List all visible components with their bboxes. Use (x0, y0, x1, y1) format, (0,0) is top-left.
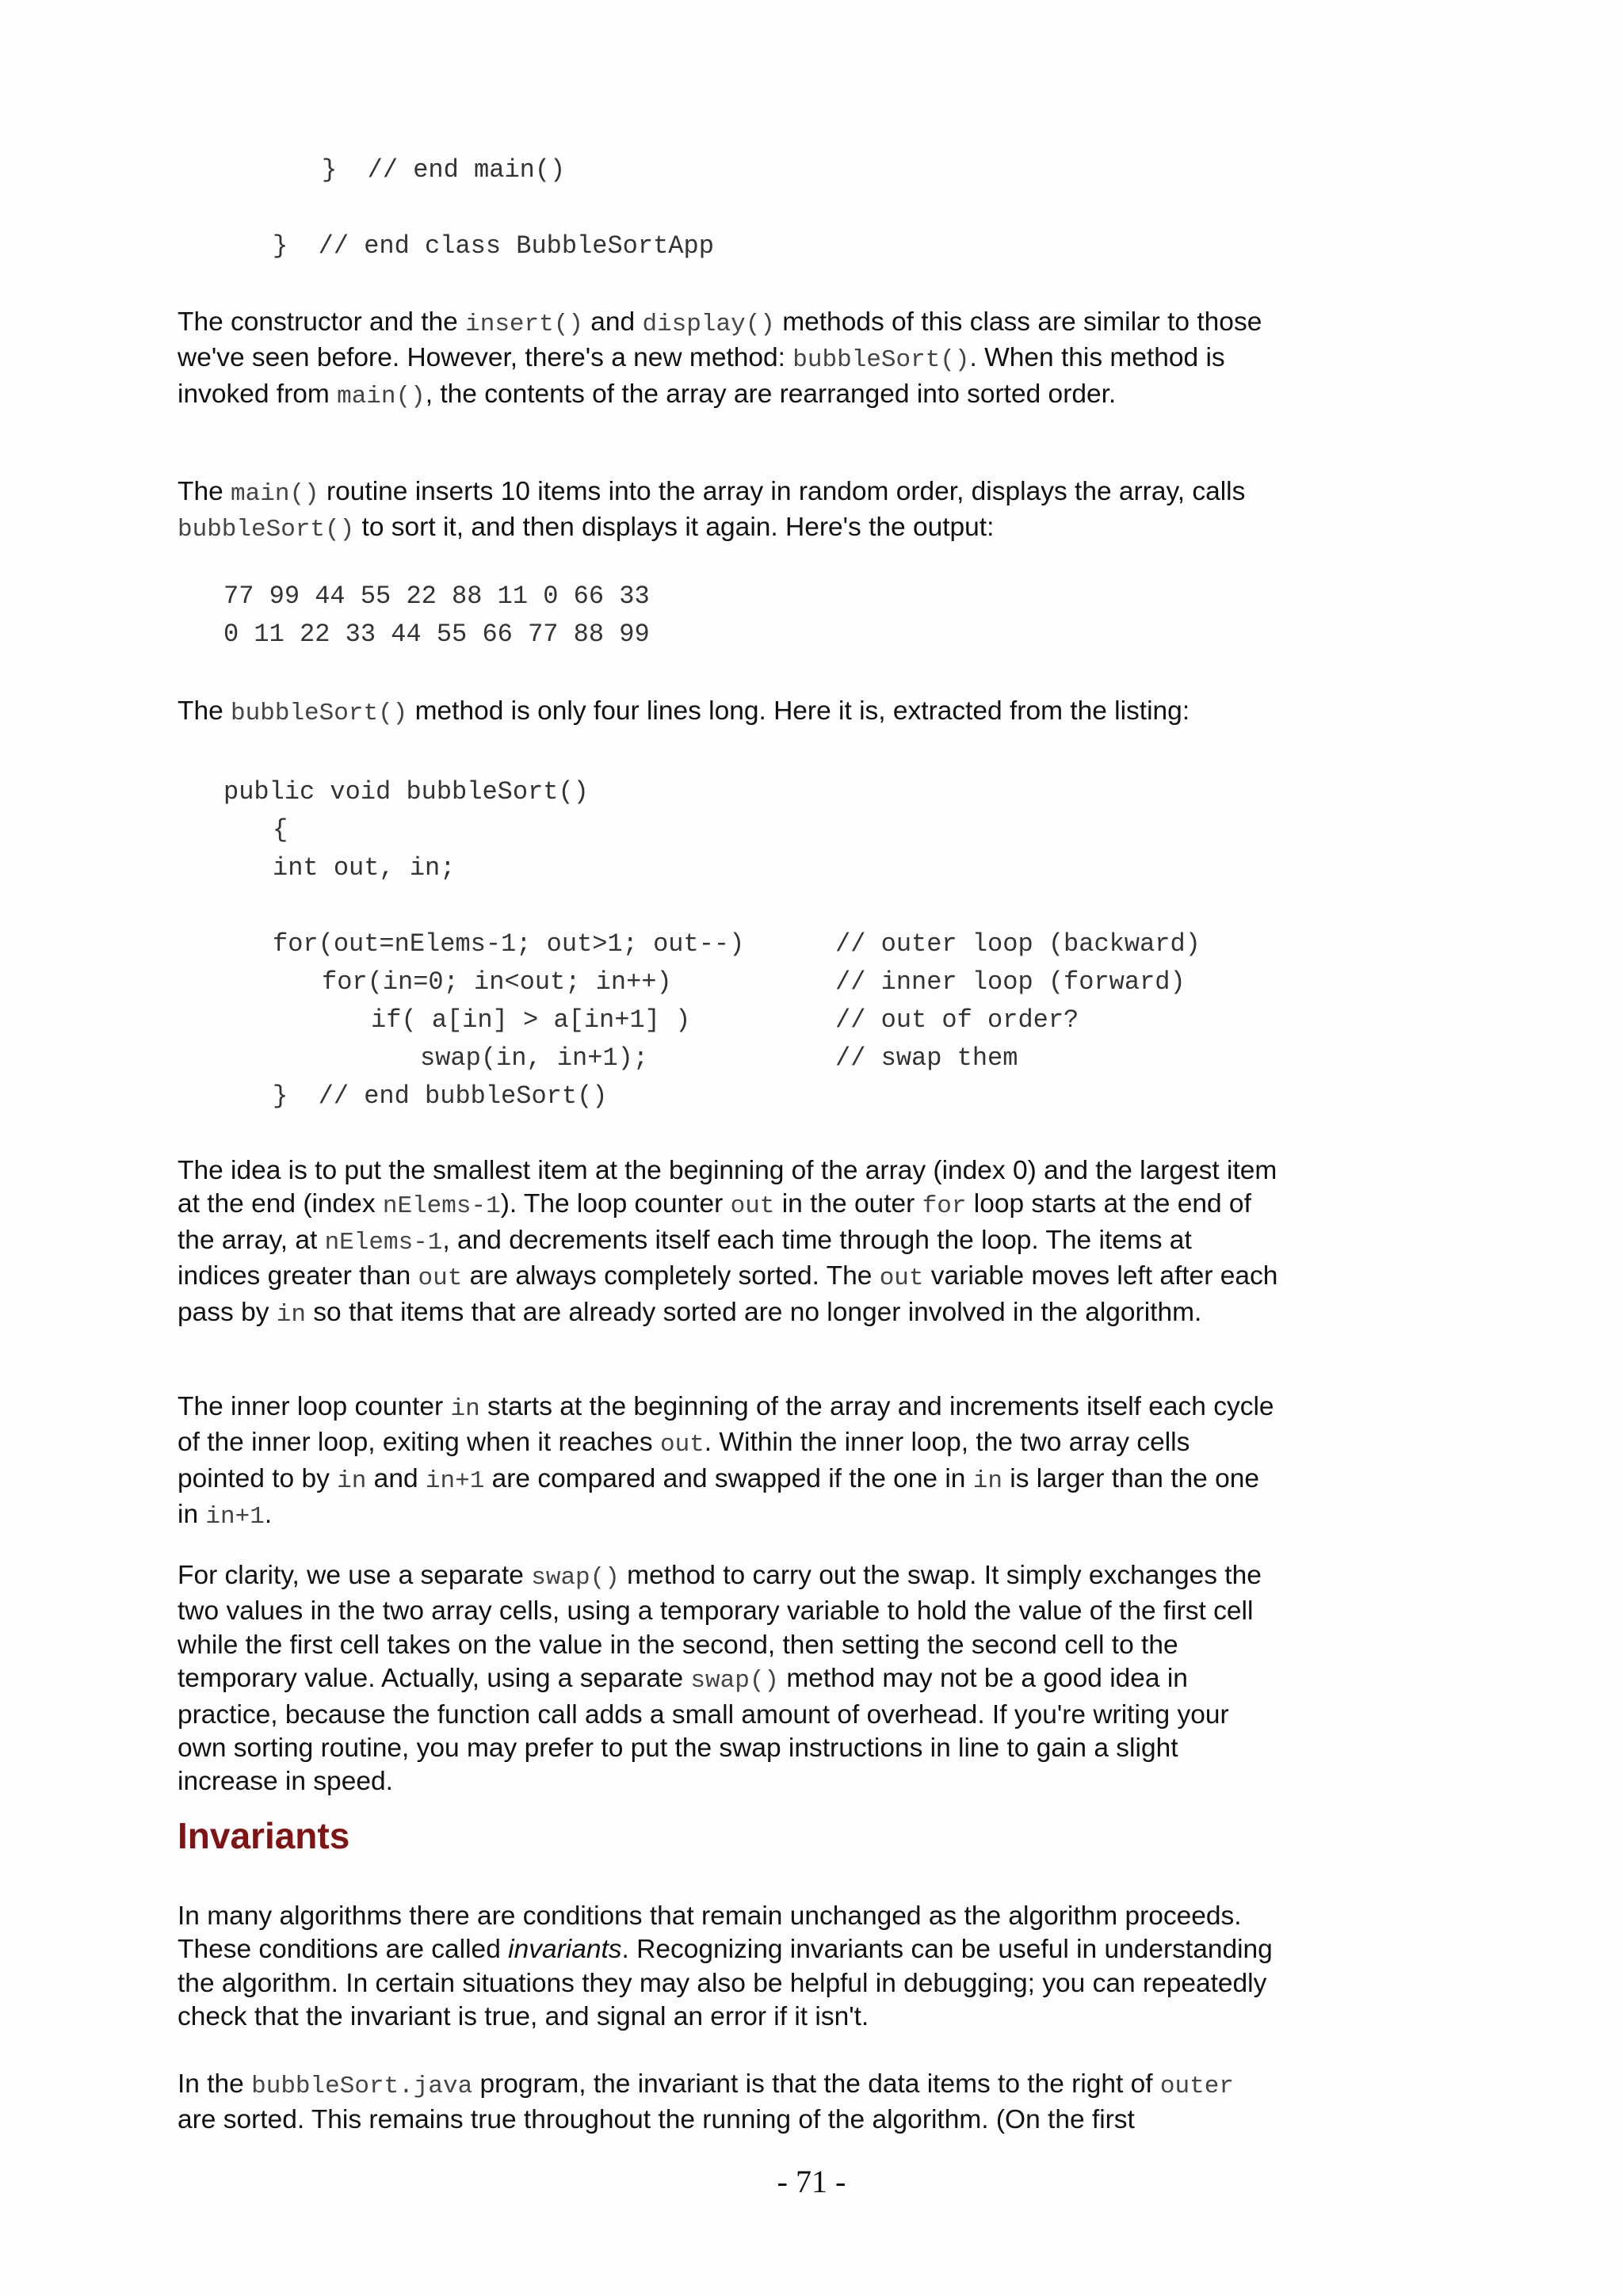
text-run: and (366, 1463, 426, 1493)
text-run: routine inserts 10 items into the array in random order, displays the array, calls (319, 477, 1246, 506)
inline-code: in+1 (425, 1466, 485, 1495)
inline-code: in (276, 1300, 306, 1329)
text-run: are compared and swapped if the one in (484, 1463, 973, 1493)
text-run: , the contents of the array are rearranged into sorted order. (425, 379, 1117, 409)
text-run: are sorted. This remains true throughout the running of the algorithm. (On the first (178, 2105, 1135, 2135)
inline-code: in+1 (205, 1503, 265, 1531)
inline-code: in (337, 1466, 367, 1495)
text-run: . Within the inner loop, the two array cells pointed to by (178, 1428, 1190, 1493)
code-line-end-class: } // end class BubbleSortApp (273, 231, 714, 261)
code-line: for(out=nElems-1; out>1; out--) (273, 929, 745, 959)
paragraph (178, 306, 1279, 414)
code-line: if( a[in] > a[in+1] ) (371, 1005, 691, 1035)
text-run: method may not be a good idea in practice, because the function call adds a small amount of overhead. If you're writing your own sorting routine, you may prefer to put the swap instructions in line to gain a slight increase in speed. (178, 1664, 1229, 1797)
inline-code: nElems-1 (324, 1228, 443, 1257)
text-run: The (178, 696, 231, 726)
code-line: public void bubbleSort() (223, 777, 589, 807)
text-run: method is only four lines long. Here it is, extracted from the listing: (407, 696, 1190, 726)
inline-code: bubbleSort() (178, 516, 355, 544)
text-run: loop starts at the end of the array, at (178, 1189, 1251, 1255)
inline-code: main() (231, 480, 319, 508)
text-run: . When this method is invoked from (178, 343, 1225, 409)
inline-code: in (450, 1395, 480, 1423)
text-run: starts at the beginning of the array and increments itself each cycle of the inner loop, exiting when it reaches (178, 1392, 1274, 1458)
inline-code: out (879, 1264, 924, 1293)
text-run: ). The loop counter (500, 1189, 731, 1219)
inline-code: swap() (531, 1564, 620, 1592)
text-run: The inner loop counter (178, 1392, 451, 1421)
code-line: int out, in; (273, 853, 456, 883)
paragraph (178, 475, 1279, 547)
text-run: variable moves left after each pass by (178, 1261, 1278, 1327)
text-run: In many algorithms there are conditions that remain unchanged as the algorithm proceeds. These conditions are called (178, 1901, 1242, 1965)
inline-code: out (659, 1431, 705, 1459)
code-comment: // inner loop (forward) (835, 967, 1186, 997)
code-line: { (273, 815, 288, 845)
text-run: The idea is to put the smallest item at the beginning of the array (index 0) and the largest item at the end (index (178, 1156, 1277, 1219)
code-comment: // out of order? (835, 1005, 1079, 1035)
text-run: The constructor and the (178, 307, 466, 337)
inline-code: display() (642, 311, 775, 338)
text-run: program, the invariant is that the data items to the right of (472, 2069, 1160, 2099)
inline-code: bubbleSort.java (251, 2073, 473, 2100)
inline-code: bubbleSort() (231, 700, 408, 727)
page-number: - 71 - (777, 2164, 846, 2199)
text-run: . (264, 1500, 273, 1530)
paragraph (178, 2068, 1279, 2138)
inline-code: out (418, 1264, 463, 1293)
text-run: method to carry out the swap. It simply exchanges the two values in the two array cells, using a temporary variable to hold the value of the first cell while the first cell takes on the value in the second, then setting the second cell to the temporary value. Actually, using a separate (178, 1561, 1262, 1694)
text-run: For clarity, we use a separate (178, 1561, 532, 1590)
inline-code: for (922, 1192, 967, 1221)
paragraph (178, 1390, 1279, 1535)
text-run: methods of this class are similar to those we've seen before. However, there's a new method: (178, 307, 1262, 373)
section-heading: Invariants (178, 1815, 350, 1856)
paragraph (178, 695, 1279, 730)
output-line-unsorted: 77 99 44 55 22 88 11 0 66 33 (223, 582, 650, 611)
output-line-sorted: 0 11 22 33 44 55 66 77 88 99 (223, 620, 650, 649)
text-run: The (178, 477, 231, 506)
inline-code: out (730, 1192, 775, 1221)
text-run: are always completely sorted. The (462, 1261, 880, 1291)
inline-code: in (972, 1466, 1002, 1495)
text-run: In the (178, 2069, 252, 2099)
code-line: for(in=0; in<out; in++) (322, 967, 672, 997)
inline-code: main() (337, 382, 426, 410)
code-line: } // end bubbleSort() (273, 1081, 608, 1111)
emphasis-text: invariants (508, 1935, 622, 1965)
inline-code: swap() (690, 1667, 780, 1695)
text-run: in the outer (774, 1189, 922, 1219)
inline-code: nElems-1 (382, 1192, 501, 1221)
inline-code: bubbleSort() (792, 346, 970, 375)
text-run: is larger than the one in (178, 1463, 1260, 1530)
inline-code: insert() (465, 311, 583, 338)
paragraph (178, 1900, 1279, 2035)
code-comment: // outer loop (backward) (835, 929, 1201, 959)
text-run: to sort it, and then displays it again. Here's the output: (354, 513, 995, 543)
code-comment: // swap them (835, 1043, 1018, 1073)
text-run: and (582, 307, 643, 337)
text-run: , and decrements itself each time through the loop. The items at indices greater than (178, 1225, 1192, 1291)
text-run: so that items that are already sorted are no longer involved in the algorithm. (305, 1297, 1202, 1327)
inline-code: outer (1159, 2073, 1234, 2100)
code-line: swap(in, in+1); (420, 1043, 649, 1073)
text-run: . Recognizing invariants can be useful in understanding the algorithm. In certain situations they may also be helpful in debugging; you can repeatedly check that the invariant is true, and signal an error if it isn't. (178, 1935, 1273, 2032)
code-line-end-main: } // end main() (322, 155, 566, 185)
paragraph (178, 1154, 1279, 1332)
paragraph (178, 1559, 1279, 1799)
